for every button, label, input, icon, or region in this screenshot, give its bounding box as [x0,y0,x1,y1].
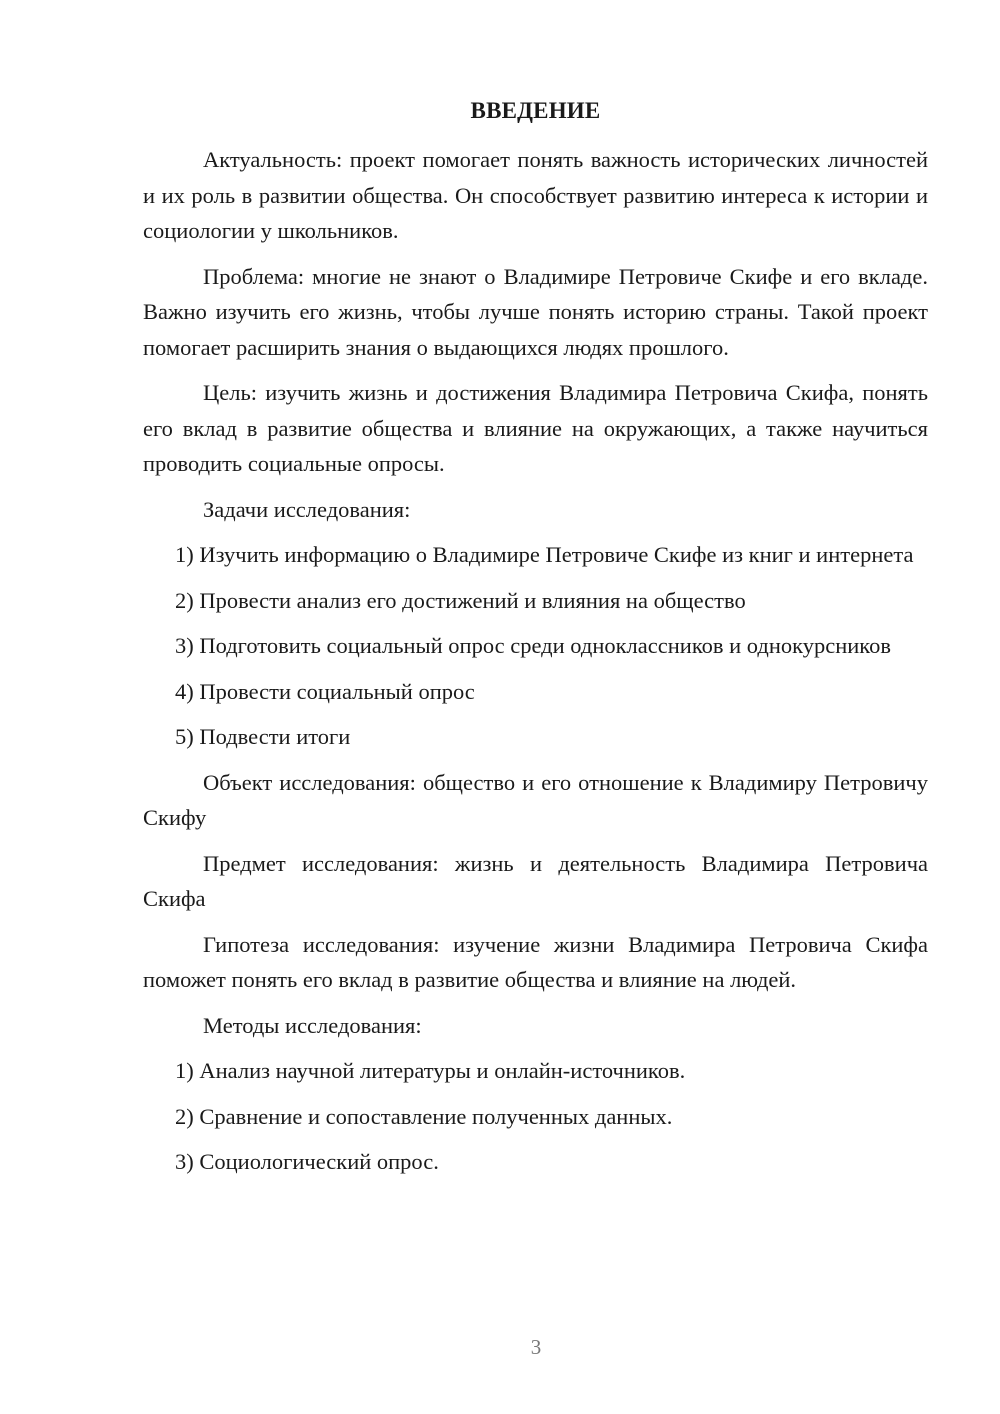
paragraph-relevance: Актуальность: проект помогает понять важность исторических личностей и их роль в развитии общества. Он способствует развитию интереса к истории и социологии у школьников. [143,147,928,243]
paragraph-object: Объект исследования: общество и его отношение к Владимиру Петровичу Скифу [143,769,928,830]
body-text [143,142,928,1190]
paragraph-hypothesis: Гипотеза исследования: изучение жизни Владимира Петровича Скифа поможет понять его вклад в развитие общества и влияние на людей. [143,931,928,992]
task-item: 3) Подготовить социальный опрос среди одноклассников и однокурсников [175,633,891,658]
paragraph-methods-heading: Методы исследования: [203,1012,422,1038]
task-item: 2) Провести анализ его достижений и влияния на общество [175,587,746,613]
paragraph-goal: Цель: изучить жизнь и достижения Владимира Петровича Скифа, понять его вклад в развитие общества и влияние на окружающих, а также научиться проводить социальные опросы. [143,380,928,476]
method-item: 2) Сравнение и сопоставление полученных данных. [175,1103,673,1129]
method-item: 1) Анализ научной литературы и онлайн-источников. [175,1058,686,1083]
paragraph-subject: Предмет исследования: жизнь и деятельность Владимира Петровича Скифа [143,850,928,911]
paragraph-problem: Проблема: многие не знают о Владимире Петровиче Скифе и его вкладе. Важно изучить его жизнь, чтобы лучше понять историю страны. Такой проект помогает расширить знания о выдающихся людях прошлого. [143,263,928,360]
task-item: 1) Изучить информацию о Владимире Петровиче Скифе из книг и интернета [175,542,914,567]
paragraph-tasks-heading: Задачи исследования: [203,496,411,522]
task-item: 4) Провести социальный опрос [175,678,475,704]
page-heading: ВВЕДЕНИЕ [470,98,601,123]
method-item: 3) Социологический опрос. [175,1149,439,1174]
task-item: 5) Подвести итоги [175,724,351,749]
page-number: 3 [530,1335,542,1359]
